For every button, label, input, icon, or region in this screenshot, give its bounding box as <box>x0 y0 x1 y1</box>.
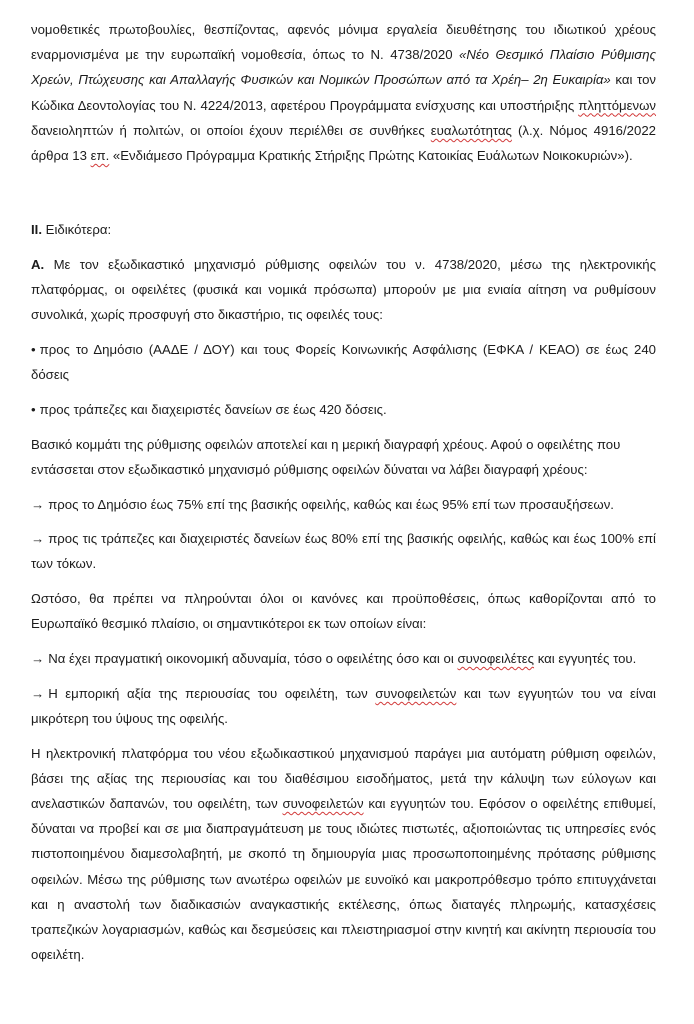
condition-text: Η εμπορική αξία της περιουσίας του οφειλέτη, των <box>48 685 376 701</box>
arrow-right-icon: → <box>31 651 45 667</box>
bullet-text: προς το Δημόσιο (ΑΑΔΕ / ΔΟΥ) και τους Φορείς Κοινωνικής Ασφάλισης (ΕΦΚΑ / ΚΕΑΟ) σε έως 240 δόσεις <box>31 342 656 383</box>
intro-text: δανειοληπτών ή πολιτών, οι οποίοι έχουν περιέλθει σε συνθήκες <box>31 122 431 138</box>
spellcheck-word[interactable]: ευαλωτότητας <box>430 122 512 138</box>
spellcheck-word[interactable]: πληττόμενων <box>578 97 656 113</box>
platform-text: Η ηλεκτρονική πλατφόρμα του νέου εξωδικαστικού μηχανισμού παράγει μια αυτόματη ρύθμιση οφειλών, βάσει της αξίας της περιουσίας και του διαθέσιμου εισοδήματος, μετά την κάλυψη των εύλογων και ανελαστικών δαπανών, του οφειλέτη, των <box>31 745 656 812</box>
intro-text: νομοθετικές πρωτοβουλίες, θεσπίζοντας, αφενός μόνιμα εργαλεία διευθέτησης του ιδιωτικού χρέους εναρμονισμένα με την ευρωπαϊκή νομοθεσία, όπως το Ν. 4738/2020 <box>31 22 656 63</box>
section-heading <box>31 217 656 242</box>
condition-text: και των εγγυητών του να είναι μικρότερη του ύψους της οφειλής. <box>31 685 656 726</box>
writeoff-text: προς τις τράπεζες και διαχειριστές δανείων έως 80% επί της βασικής οφειλής, καθώς και έως 100% επί των τόκων. <box>31 531 656 572</box>
writeoff-item <box>31 492 656 517</box>
document-page <box>31 17 656 977</box>
bullet-text: προς τράπεζες και διαχειριστές δανείων σε έως 420 δόσεις. <box>39 401 387 417</box>
spellcheck-word[interactable]: επ. <box>90 148 110 164</box>
conditions-paragraph: Ωστόσο, θα πρέπει να πληρούνται όλοι οι κανόνες και προϋποθέσεις, όπως καθορίζονται από το Ευρωπαϊκό θεσμικό πλαίσιο, οι σημαντικότεροι εκ των οποίων είναι: <box>31 591 656 632</box>
condition-item <box>31 646 656 671</box>
condition-text: και εγγυητές του. <box>534 651 637 667</box>
section-a-text: Με τον εξωδικαστικό μηχανισμό ρύθμισης οφειλών του ν. 4738/2020, μέσω της ηλεκτρονικής πλατφόρμας, οι οφειλέτες (φυσικά και νομικά πρόσωπα) μπορούν με μια ενιαία αίτηση να ρυθμίσουν συνολικά, χωρίς προσφυγή στο δικαστήριο, τις οφειλές τους: <box>31 256 656 323</box>
condition-item <box>31 681 656 731</box>
section-a-paragraph <box>31 252 656 328</box>
intro-text: «Ενδιάμεσο Πρόγραμμα Κρατικής Στήριξης Πρώτης Κατοικίας Ευάλωτων Νοικοκυριών»). <box>109 148 633 164</box>
platform-paragraph <box>31 741 656 968</box>
law-title-italic: «Νέο Θεσμικό Πλαίσιο Ρύθμισης Χρεών, Πτώχευσης και Απαλλαγής Φυσικών και Νομικών Προσώπων από τα Χρέη– 2η Ευκαιρία» <box>31 47 656 88</box>
bullet-item <box>31 397 656 422</box>
intro-paragraph <box>31 17 656 168</box>
spellcheck-word[interactable]: συνοφειλετών <box>375 685 457 701</box>
spellcheck-word[interactable]: συνοφειλετών <box>282 796 364 812</box>
arrow-right-icon: → <box>31 531 45 547</box>
section-a-label: Α. <box>31 256 45 272</box>
arrow-right-icon: → <box>31 685 45 701</box>
condition-text: Να έχει πραγματική οικονομική αδυναμία, τόσο ο οφειλέτης όσο και οι <box>48 651 458 667</box>
bullet-item <box>31 337 656 387</box>
section-title: Ειδικότερα: <box>42 222 112 238</box>
platform-text: και εγγυητών του. Εφόσον ο οφειλέτης επιθυμεί, δύναται να προβεί και σε μια διαπραγμάτευση με τους ιδιώτες πιστωτές, αξιοποιώντας τις υπηρεσίες ενός πιστοποιημένου διαμεσολαβητή, με σκοπό τη δημιουργία μιας προσωποποιημένης πρότασης ρύθμισης οφειλών. Μέσω της ρύθμισης των ανωτέρω οφειλών με ευνοϊκό και μακροπρόθεσμο τρόπο επιτυγχάνεται και η αναστολή των διαδικασιών αναγκαστικής εκτέλεσης, όπως διαταγές πληρωμής, κατασχέσεις τραπεζικών λογαριασμών, καθώς και δεσμεύσεις και πλειστηριασμοί στην κινητή και ακίνητη περιουσία του οφειλέτη. <box>31 796 656 963</box>
bullet-icon: • <box>31 401 36 417</box>
section-number: II. <box>31 222 42 238</box>
bullet-icon: • <box>31 342 36 358</box>
intro-text: και τον Κώδικα Δεοντολογίας του Ν. 4224/2013, αφετέρου Προγράμματα ενίσχυσης και υποστήριξης <box>31 72 656 113</box>
writeoff-item <box>31 526 656 576</box>
spellcheck-word[interactable]: συνοφειλέτες <box>457 651 535 667</box>
writeoff-text: προς το Δημόσιο έως 75% επί της βασικής οφειλής, καθώς και έως 95% επί των προσαυξήσεων. <box>48 496 614 512</box>
intro-text: (λ.χ. Νόμος 4916/2022 άρθρα 13 <box>31 122 656 164</box>
arrow-right-icon: → <box>31 496 45 512</box>
debt-writeoff-paragraph: Βασικό κομμάτι της ρύθμισης οφειλών αποτελεί και η μερική διαγραφή χρέους. Αφού ο οφειλέτης που εντάσσεται στον εξωδικαστικό μηχανισμό ρύθμισης οφειλών δύναται να λάβει διαγραφή χρέους: <box>31 436 621 477</box>
